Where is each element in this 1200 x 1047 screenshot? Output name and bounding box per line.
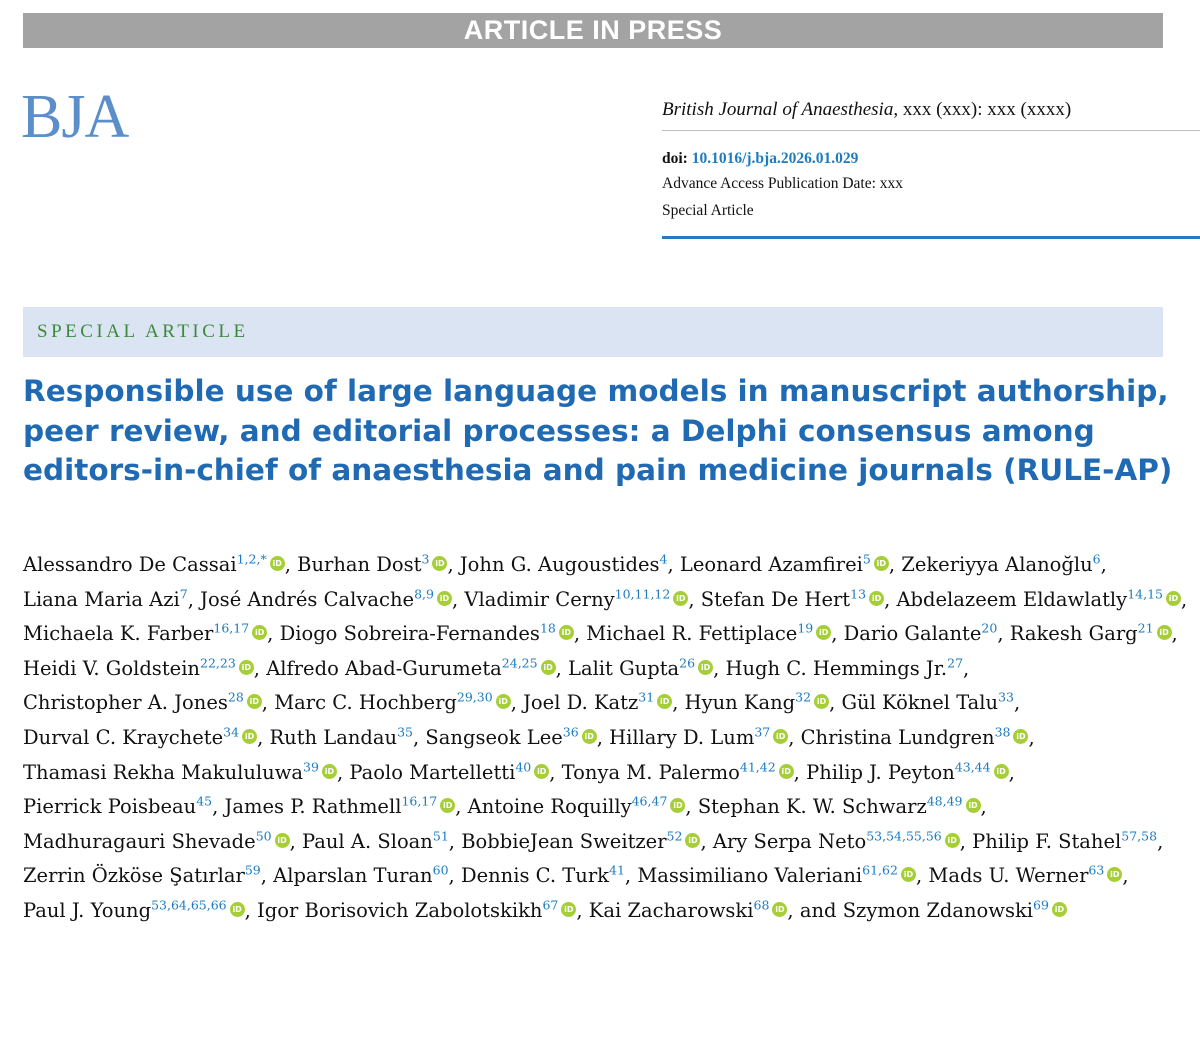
affiliation-link[interactable]: 3 <box>421 551 430 567</box>
affiliation-link[interactable]: 19 <box>797 620 814 636</box>
affiliation-link[interactable]: 27 <box>947 655 964 671</box>
author-name: Alfredo Abad-Gurumeta <box>266 656 502 680</box>
orcid-icon[interactable]: iD <box>322 764 337 779</box>
orcid-icon[interactable]: iD <box>239 660 254 675</box>
author <box>460 553 668 576</box>
orcid-icon[interactable]: iD <box>673 591 688 606</box>
orcid-icon[interactable]: iD <box>230 902 245 917</box>
author-name: Abdelazeem Eldawlatly <box>896 587 1128 611</box>
affiliation-link[interactable]: 35 <box>397 724 414 740</box>
orcid-icon[interactable]: iD <box>559 625 574 640</box>
affiliation-link[interactable]: 13 <box>850 586 867 602</box>
author <box>713 830 960 853</box>
orcid-icon[interactable]: iD <box>773 729 788 744</box>
orcid-icon[interactable]: iD <box>994 764 1009 779</box>
affiliation-link[interactable]: 68 <box>753 897 770 913</box>
affiliation-link[interactable]: 31 <box>638 689 655 705</box>
orcid-icon[interactable]: iD <box>1013 729 1028 744</box>
author <box>586 622 831 645</box>
orcid-icon[interactable]: iD <box>496 694 511 709</box>
author-name: Leonard Azamfirei <box>679 553 863 576</box>
author <box>23 622 267 645</box>
orcid-icon[interactable]: iD <box>814 694 829 709</box>
author-name: Antoine Roquilly <box>467 795 632 819</box>
orcid-icon[interactable]: iD <box>685 833 700 848</box>
author <box>568 657 713 680</box>
author-name: Tonya M. Palermo <box>561 760 740 784</box>
author-name: Pierrick Poisbeau <box>23 795 197 819</box>
affiliation-link[interactable]: 36 <box>562 724 579 740</box>
orcid-icon[interactable]: iD <box>275 833 290 848</box>
author <box>23 726 257 749</box>
orcid-icon[interactable]: iD <box>432 556 447 571</box>
orcid-icon[interactable]: iD <box>252 625 267 640</box>
affiliation-link[interactable]: 28 <box>227 689 244 705</box>
orcid-icon[interactable]: iD <box>270 556 285 571</box>
author-name: Mads U. Werner <box>928 864 1089 888</box>
affiliation-link[interactable]: 46,47 <box>631 793 668 809</box>
affiliation-link[interactable]: 33 <box>998 689 1015 705</box>
author-name: Paul A. Sloan <box>302 829 433 853</box>
affiliation-link[interactable]: 52 <box>666 828 683 844</box>
author-name: Christopher A. Jones <box>23 691 228 715</box>
author <box>23 761 337 784</box>
affiliation-link[interactable]: 60 <box>432 862 449 878</box>
orcid-icon[interactable]: iD <box>779 764 794 779</box>
author <box>273 864 448 887</box>
affiliation-link[interactable]: 53,54,55,56 <box>866 828 942 844</box>
author <box>269 726 413 749</box>
orcid-icon[interactable]: iD <box>966 798 981 813</box>
author-name: Marc C. Hochberg <box>274 691 457 715</box>
header-accent-rule <box>662 236 1200 239</box>
affiliation-link[interactable]: 43,44 <box>954 759 991 775</box>
author-name: Heidi V. Goldstein <box>23 656 200 680</box>
doi-line <box>662 150 858 168</box>
affiliation-link[interactable]: 7 <box>179 586 188 602</box>
author-name: Igor Borisovich Zabolotskikh <box>257 898 543 922</box>
author <box>1010 622 1172 645</box>
orcid-icon[interactable]: iD <box>1157 625 1172 640</box>
author-name: Alparslan Turan <box>273 864 433 888</box>
author-name: José Andrés Calvache <box>200 587 415 611</box>
author <box>23 899 245 922</box>
affiliation-link[interactable]: 40 <box>515 759 532 775</box>
authors-conjunction: and <box>799 898 837 922</box>
author <box>841 691 1014 714</box>
affiliation-link[interactable]: 10,11,12 <box>614 586 671 602</box>
journal-citation <box>662 99 1071 121</box>
affiliation-link[interactable]: 1,2,* <box>236 551 267 567</box>
author <box>844 622 998 645</box>
author <box>225 795 456 818</box>
author <box>425 726 596 749</box>
author-list: Alessandro De Cassai$^{1,2,*}$ iD , Burhan Dost$^3$ iD , John G. Augoustides$^4$, Leonard Azamfirei$^5$ iD , Zekeriyya Alanoğlu$^6$, Liana Maria Azi$^7$, José Andrés Calvache$^{8,9}$ iD , Vladimir Cerny$^{10,11,12}$ iD , Stefan De Hert$^{13}$ iD , Abdelazeem Eldawlatly$^{14,15}$ iD , Michaela K. Farber$^{16,17}$ iD , Diogo Sobreira-Fernandes$^{18}$ iD , Michael R. Fettiplace$^{19}$ iD , Dario Galante$^{20}$, Rakesh Garg$^{21}$ iD , Heidi V. Goldstein$^{22,23}$ iD , Alfredo Abad-Gurumeta$^{24,25}$ iD , Lalit Gupta$^{26}$ iD , Hugh C. Hemmings Jr.$^{27}$, Christopher A. Jones$^{28}$ iD , Marc C. Hochberg$^{29,30}$ iD , Joel D. Katz$^{31}$ iD , Hyun Kang$^{32}$ iD , Gül Köknel Talu$^{33}$, Durval C. Kraychete$^{34}$ iD , Ruth Landau$^{35}$, Sangseok Lee$^{36}$ iD , Hillary D. Lum$^{37}$ iD , Christina Lundgren$^{38}$ iD , Thamasi Rekha Makululuwa$^{39}$ iD , Paolo Martelletti$^{40}$ iD , Tonya M. Palermo$^{41,42}$ iD , Philip J. Peyton$^{43,44}$ iD , Pierrick Poisbeau$^{45}$, James P. Rathmell$^{16,17}$ iD , Antoine Roquilly$^{46,47}$ iD , Stephan K. W. Schwarz$^{48,49}$ iD , Madhuragauri Shevade$^{50}$ iD , Paul A. Sloan$^{51}$, BobbieJean Sweitzer$^{52}$ iD , Ary Serpa Neto$^{53,54,55,56}$ iD , Philip F. Stahel$^{57,58}$, Zerrin Özköse Şatırlar$^{59}$, Alparslan Turan$^{60}$, Dennis C. Turk$^{41}$, Massimiliano Valeriani$^{61,62}$ iD , Mads U. Werner$^{63}$ iD , Paul J. Young$^{53,64,65,66}$ iD , Igor Borisovich Zabolotskikh$^{67}$ iD , Kai Zacharowski$^{68}$ iD , and Szymon Zdanowski$^{69}$ iD <box>23 551 1188 922</box>
orcid-icon[interactable]: iD <box>440 798 455 813</box>
orcid-icon[interactable]: iD <box>874 556 889 571</box>
author-name: Lalit Gupta <box>568 656 680 680</box>
affiliation-link[interactable]: 61,62 <box>862 862 898 878</box>
affiliation-link[interactable]: 69 <box>1033 897 1049 913</box>
author-name: Dario Galante <box>843 622 982 646</box>
doi-label: doi: <box>662 150 688 167</box>
author-name: Durval C. Kraychete <box>23 725 224 749</box>
affiliation-link[interactable]: 41,42 <box>739 759 776 775</box>
author-name: Hillary D. Lum <box>609 725 755 749</box>
affiliation-link[interactable]: 8,9 <box>414 586 434 602</box>
author <box>297 553 447 576</box>
author-name: Madhuragauri Shevade <box>23 829 256 853</box>
author <box>701 588 884 611</box>
author-name: Vladimir Cerny <box>464 587 615 611</box>
journal-logo[interactable]: BJA <box>21 83 129 151</box>
author-name: Burhan Dost <box>297 553 422 576</box>
author <box>928 864 1122 887</box>
author <box>589 899 788 922</box>
author <box>806 761 1009 784</box>
author-name: Rakesh Garg <box>1009 622 1138 646</box>
affiliation-link[interactable]: 16,17 <box>401 793 438 809</box>
author-name: Christina Lundgren <box>800 725 995 749</box>
orcid-icon[interactable]: iD <box>534 764 549 779</box>
affiliation-link[interactable]: 18 <box>539 620 556 636</box>
affiliation-link[interactable]: 4 <box>659 551 668 567</box>
affiliation-link[interactable]: 6 <box>1092 551 1101 567</box>
author <box>23 691 262 714</box>
author-name: Philip F. Stahel <box>972 829 1122 853</box>
orcid-icon[interactable]: iD <box>869 591 884 606</box>
author-name: Alessandro De Cassai <box>23 553 237 576</box>
author-name: Paolo Martelletti <box>349 760 516 784</box>
author-name: Hyun Kang <box>684 691 796 715</box>
affiliation-link[interactable]: 37 <box>754 724 771 740</box>
orcid-icon[interactable]: iD <box>945 833 960 848</box>
author-name: Diogo Sobreira-Fernandes <box>279 622 540 646</box>
affiliation-link[interactable]: 50 <box>255 828 272 844</box>
orcid-icon[interactable]: iD <box>242 729 257 744</box>
orcid-icon[interactable]: iD <box>772 902 787 917</box>
orcid-icon[interactable]: iD <box>582 729 597 744</box>
affiliation-link[interactable]: 45 <box>196 793 213 809</box>
author-name: Paul J. Young <box>23 898 152 922</box>
author-name: Ruth Landau <box>269 725 398 749</box>
author-name: Thamasi Rekha Makululuwa <box>23 760 304 784</box>
author-name: Massimiliano Valeriani <box>637 864 863 888</box>
section-band <box>23 307 1163 357</box>
affiliation-link[interactable]: 26 <box>679 655 696 671</box>
orcid-icon[interactable]: iD <box>1052 902 1067 917</box>
author-name: Ary Serpa Neto <box>712 829 867 853</box>
author-name: BobbieJean Sweitzer <box>461 829 667 853</box>
affiliation-link[interactable]: 29,30 <box>456 689 493 705</box>
affiliation-link[interactable]: 24,25 <box>501 655 538 671</box>
author <box>257 899 576 922</box>
author-name: Michael R. Fettiplace <box>586 622 798 646</box>
advance-access-date: Advance Access Publication Date: xxx <box>662 175 904 192</box>
author <box>23 657 254 680</box>
orcid-icon[interactable]: iD <box>901 867 916 882</box>
orcid-icon[interactable]: iD <box>1107 867 1122 882</box>
author <box>698 795 981 818</box>
author-name: Stefan De Hert <box>700 587 851 611</box>
author <box>523 691 672 714</box>
affiliation-link[interactable]: 14,15 <box>1127 586 1163 602</box>
author <box>23 830 290 853</box>
orcid-icon[interactable]: iD <box>816 625 831 640</box>
author <box>23 553 285 576</box>
section-label: SPECIAL ARTICLE <box>37 321 249 342</box>
author-name: Hugh C. Hemmings Jr. <box>725 656 948 680</box>
author-name: Philip J. Peyton <box>806 760 955 784</box>
affiliation-link[interactable]: 57,58 <box>1121 828 1158 844</box>
header-divider <box>662 130 1200 131</box>
author-name: Sangseok Lee <box>425 725 563 749</box>
author <box>901 553 1100 576</box>
affiliation-link[interactable]: 38 <box>994 724 1011 740</box>
affiliation-link[interactable]: 16,17 <box>213 620 250 636</box>
author <box>23 795 212 818</box>
orcid-icon[interactable]: iD <box>1166 591 1181 606</box>
author <box>23 864 261 887</box>
orcid-icon[interactable]: iD <box>247 694 262 709</box>
author <box>685 691 829 714</box>
author-name: James P. Rathmell <box>224 795 402 819</box>
affiliation-link[interactable]: 67 <box>542 897 559 913</box>
affiliation-link[interactable]: 48,49 <box>926 793 963 809</box>
affiliation-link[interactable]: 41 <box>609 862 625 878</box>
doi-link[interactable]: 10.1016/j.bja.2026.01.029 <box>691 150 859 167</box>
article-in-press-banner <box>23 13 1163 48</box>
orcid-icon[interactable]: iD <box>437 591 452 606</box>
author <box>200 588 452 611</box>
affiliation-link[interactable]: 22,23 <box>200 655 236 671</box>
author <box>302 830 449 853</box>
author-name: Zerrin Özköse Şatırlar <box>23 864 245 888</box>
author-name: Michaela K. Farber <box>23 622 214 646</box>
affiliation-link[interactable]: 5 <box>862 551 871 567</box>
author <box>972 830 1157 853</box>
affiliation-link[interactable]: 63 <box>1088 862 1105 878</box>
author <box>468 795 686 818</box>
affiliation-link[interactable]: 34 <box>223 724 240 740</box>
author <box>23 588 188 611</box>
author-name: Stephan K. W. Schwarz <box>697 795 927 819</box>
affiliation-link[interactable]: 51 <box>432 828 449 844</box>
author-name: John G. Augoustides <box>459 553 660 576</box>
affiliation-link[interactable]: 53,64,65,66 <box>151 897 227 913</box>
author <box>562 761 794 784</box>
author <box>349 761 549 784</box>
orcid-icon[interactable]: iD <box>541 660 556 675</box>
author <box>461 864 625 887</box>
author-name: Gül Köknel Talu <box>841 691 999 715</box>
author <box>637 864 916 887</box>
author-name: Liana Maria Azi <box>23 587 180 611</box>
affiliation-link[interactable]: 32 <box>795 689 812 705</box>
article-type: Special Article <box>662 202 754 219</box>
author <box>461 830 700 853</box>
author-name: Joel D. Katz <box>523 691 639 715</box>
author <box>896 588 1181 611</box>
journal-name: British Journal of Anaesthesia <box>662 99 894 120</box>
author <box>725 657 963 680</box>
author-name: Szymon Zdanowski <box>842 898 1034 922</box>
affiliation-link[interactable]: 59 <box>244 862 261 878</box>
author-name: Dennis C. Turk <box>460 864 609 888</box>
orcid-icon[interactable]: iD <box>561 902 576 917</box>
author <box>464 588 688 611</box>
author <box>266 657 555 680</box>
author-name: Zekeriyya Alanoğlu <box>901 553 1093 576</box>
orcid-icon[interactable]: iD <box>657 694 672 709</box>
affiliation-link[interactable]: 21 <box>1137 620 1154 636</box>
orcid-icon[interactable]: iD <box>670 798 685 813</box>
author <box>843 899 1067 922</box>
author <box>801 726 1029 749</box>
article-title: Responsible use of large language models in manuscript authorship, peer review, and editorial processes: a Delphi consensus among editors-in-chief of anaesthesia and pain medicine journals (RULE-AP) <box>23 374 1173 487</box>
orcid-icon[interactable]: iD <box>698 660 713 675</box>
author <box>274 691 511 714</box>
affiliation-link[interactable]: 20 <box>981 620 998 636</box>
author <box>280 622 574 645</box>
author-name: Kai Zacharowski <box>588 898 754 922</box>
journal-citation-details: , xxx (xxx): xxx (xxxx) <box>893 99 1072 120</box>
author <box>609 726 788 749</box>
author <box>680 553 889 576</box>
banner-text: ARTICLE IN PRESS <box>463 15 723 45</box>
affiliation-link[interactable]: 39 <box>303 759 319 775</box>
